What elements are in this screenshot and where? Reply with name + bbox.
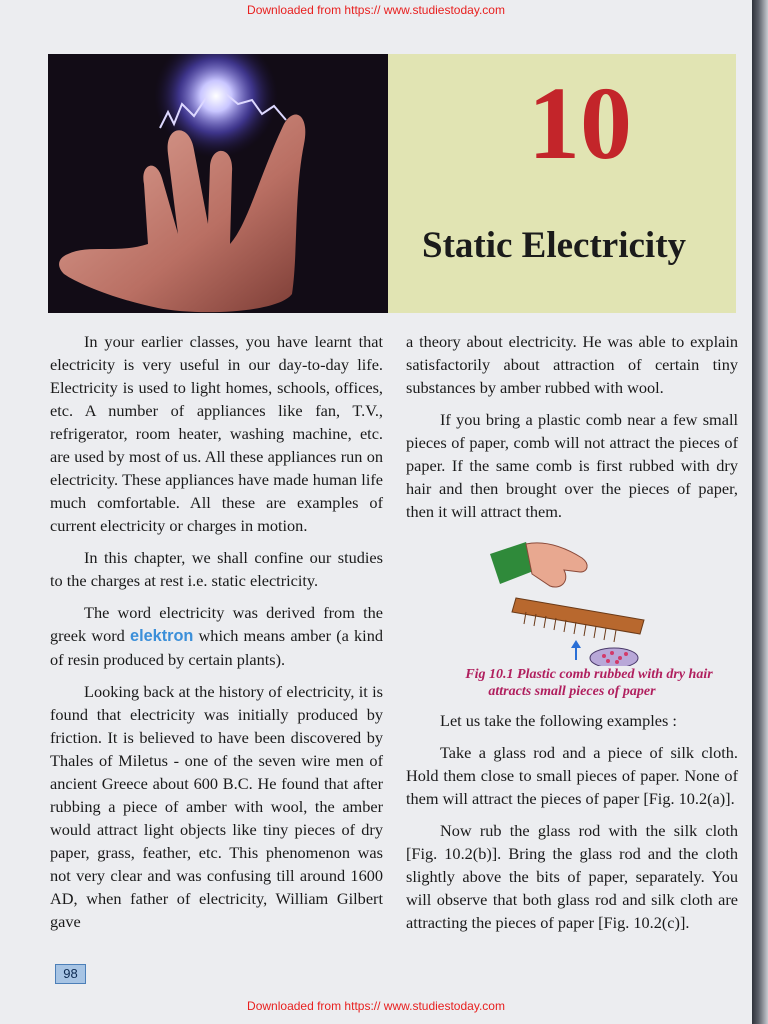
left-text-column <box>50 330 383 942</box>
paragraph: Let us take the following examples : <box>440 711 677 730</box>
page-number: 98 <box>55 964 86 984</box>
paragraph: In your earlier classes, you have learnt that electricity is very useful in our day-to-day life. Electricity is used to light homes, schools, offices, etc. A number of appliances like fan, T.V., refrigerator, room heater, washing machine, etc. are used by most of us. All these appliances run on electricity. These appliances have made human life much comfortable. All these are examples of current electricity or charges in motion. <box>50 332 383 535</box>
caption-line: attracts small pieces of paper <box>488 684 656 699</box>
paragraph-elektron <box>50 601 383 671</box>
paragraph: Looking back at the history of electricity, it is found that electricity was initially produced by friction. It is believed to have been discovered by Thales of Miletus - one of the seven wire men of ancient Greece about 600 B.C. He found that after rubbing a piece of amber with wool, the amber would attract light objects like tiny pieces of dry paper, grass, feather, etc. This phenomenon was not very clear and was confusing till around 1600 AD, when father of electricity, William Gilbert gave <box>50 682 383 931</box>
caption-line: Fig 10.1 Plastic comb rubbed with dry hair <box>465 667 713 682</box>
chapter-title: Static Electricity <box>422 225 687 266</box>
paragraph: In this chapter, we shall confine our studies to the charges at rest i.e. static electricity. <box>50 548 383 590</box>
paragraph: If you bring a plastic comb near a few small pieces of paper, comb will not attract the pieces of paper. If the same comb is first rubbed with dry hair and then brought over the pieces of paper, then it will attract them. <box>406 410 738 521</box>
book-spine-edge <box>752 0 768 1024</box>
right-text-column <box>406 330 738 943</box>
chapter-title-panel <box>388 54 736 313</box>
paragraph: a theory about electricity. He was able to explain satisfactorily about attraction of certain tiny substances by amber rubbed with wool. <box>406 332 738 397</box>
hand-with-electric-spark-image <box>48 54 388 313</box>
paragraph: Now rub the glass rod with the silk cloth [Fig. 10.2(b)]. Bring the glass rod and the cloth slightly above the bits of paper, separately. You will observe that both glass rod and silk cloth are attracting the pieces of paper [Fig. 10.2(c)]. <box>406 821 738 932</box>
chapter-banner <box>48 54 736 313</box>
highlighted-term: elektron <box>130 627 194 645</box>
text-span: The word electricity was derived from the greek word <box>50 603 383 645</box>
chapter-number: 10 <box>528 66 632 181</box>
watermark-top: Downloaded from https:// www.studiestoday.com <box>247 3 505 17</box>
figure-caption <box>406 666 738 700</box>
text-span: which means amber (a kind of resin produced by certain plants). <box>50 626 383 669</box>
comb-rubbed-illustration <box>486 534 656 666</box>
comb-figure <box>406 532 738 666</box>
watermark-bottom: Downloaded from https:// www.studiestoday.com <box>247 999 505 1013</box>
paragraph: Take a glass rod and a piece of silk cloth. Hold them close to small pieces of paper. None of them will attract the pieces of paper [Fig. 10.2(a)]. <box>406 743 738 808</box>
